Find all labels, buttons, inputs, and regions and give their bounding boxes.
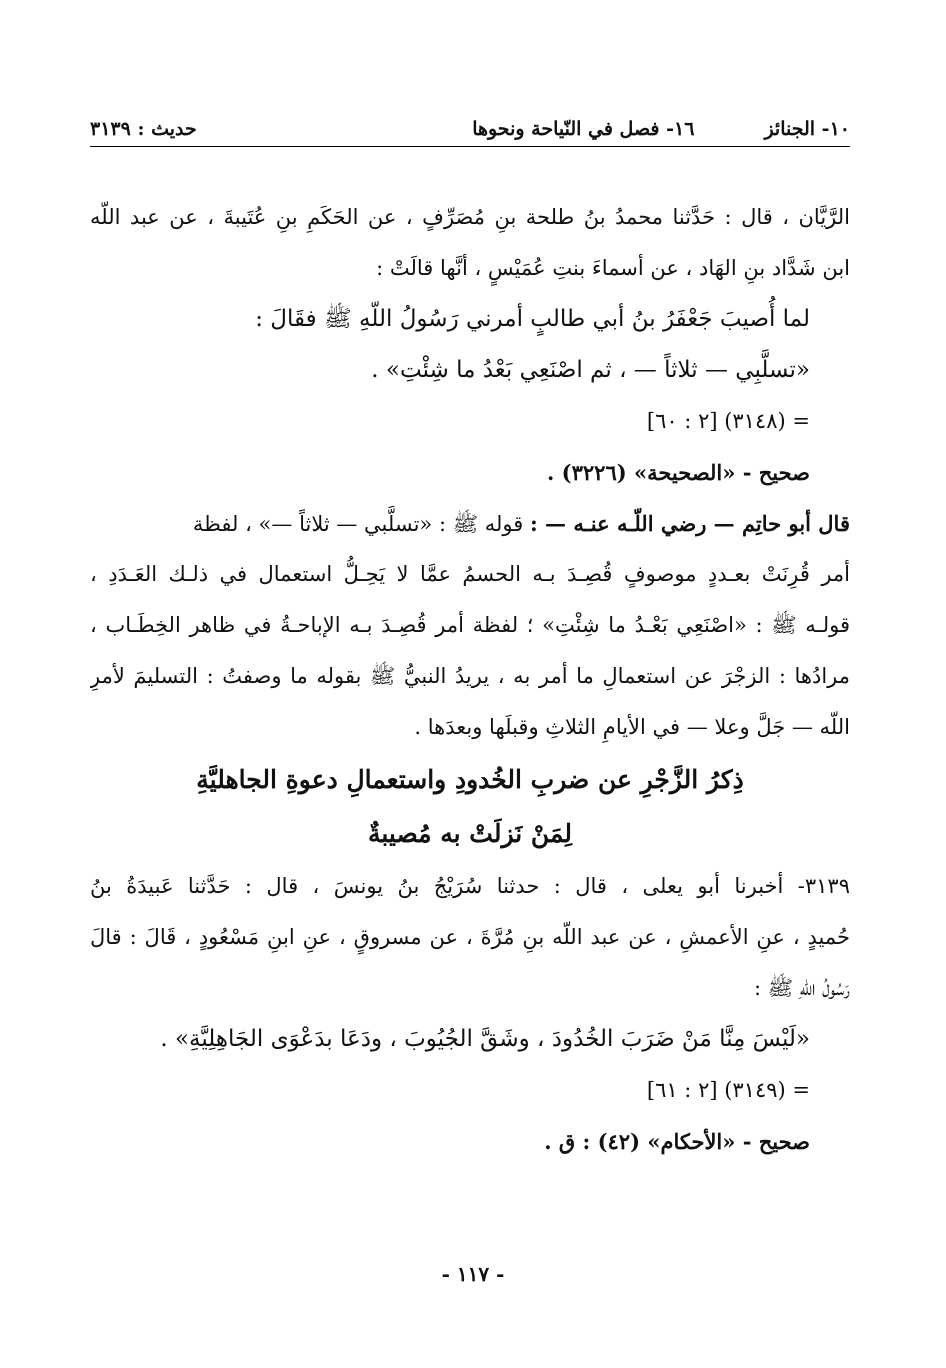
header-divider (90, 146, 850, 147)
cross-reference-1: = (٣١٤٨) [٢ : ٦٠] (646, 409, 810, 433)
grading-2: صحيح - «الأحكام» (٤٢) : ق . (544, 1129, 810, 1154)
header-right-group (472, 118, 850, 140)
commentary-line-1-rest: قوله ﷺ : «تسلَّبي — ثلاثاً —» ، لفظة (192, 512, 524, 536)
commentary-author: قال أبو حاتِم — رضي اللّـه عنـه — : (529, 511, 850, 536)
hadith-chain-line-2: حُميدٍ ، عنِ الأعمشِ ، عن عبد اللّه بنِ مُرَّةَ ، عن مسروقٍ ، عنِ ابنِ مَسْعُودٍ ، قَالَ : قالَ (90, 925, 850, 949)
hadith-text-line-2: «تسلَّبِي — ثلاثاً — ، ثم اصْنَعِي بَعْدُ ما شِئْتِ» . (371, 357, 810, 383)
chapter-heading-line-1: ذِكرُ الزَّجْرِ عن ضربِ الخُدودِ واستعمالِ دعوةِ الجاهليَّةِ (196, 765, 744, 794)
grading-1: صحيح - «الصحيحة» (٣٢٢٦) . (547, 460, 810, 485)
page-body (90, 192, 850, 1167)
commentary-line-2: أمر قُرِنَتْ بعـددٍ موصوفٍ قُصِـدَ بـه الحسمُ عمَّا لا يَحِـلُّ استعمال في ذلـك العَـدَدِ ، (90, 562, 850, 586)
hadith-reference: حديث : ٣١٣٩ (90, 118, 197, 140)
section-title: ١٦- فصل في النّياحة ونحوها (472, 118, 695, 140)
hadith-chain-line-1: ٣١٣٩- أخبرنا أبو يعلى ، قال : حدثنا سُرَيْجُ بنُ يونسَ ، قال : حَدَّثنا عَبيدَةُ بنُ (90, 874, 850, 898)
commentary-line-3: قولـه ﷺ : «اصْنَعِي بَعْـدُ ما شِئْتِ» ؛ لفظة أمر قُصِـدَ بـه الإباحـةُ في ظاهر الخِطَـاب ، (90, 613, 850, 637)
hadith-text-line-1: لما أُصيبَ جَعْفَرُ بنُ أبي طالبٍ أمرني رَسُولُ اللّهِ ﷺ فقَالَ : (255, 306, 810, 332)
text-line-2: ابن شَدَّاد بنِ الهَاد ، عن أسماءَ بنتِ عُمَيْسٍ ، أنَّها قالَتْ : (376, 256, 850, 280)
commentary-line-4: مرادُها : الزجْرَ عن استعمالِ ما أمر به ، يريدُ النبيُّ ﷺ بقوله ما وصفتُ : التسليمَ لأمرِ (90, 664, 850, 688)
page-number: - ١١٧ - (441, 1262, 505, 1286)
commentary-line-5: اللّه — جَلَّ وعلا — في الأيامِ الثلاثِ وقبلَها وبعدَها . (414, 715, 850, 739)
cross-reference-2: = (٣١٤٩) [٢ : ٦١] (646, 1078, 810, 1102)
chapter-heading-line-2: لِمَنْ نَزلَتْ به مُصيبةٌ (367, 819, 573, 848)
page-header (90, 112, 850, 140)
commentary-line-1 (90, 498, 850, 549)
text-line-1: الرَّيَّان ، قال : حَدَّثنا محمدُ بنُ طلحة بنِ مُصَرِّفٍ ، عن الحَكَمِ بنِ عُتَيبةَ ، عن عبد اللّه (90, 205, 850, 229)
chapter-title: ١٠- الجنائز (764, 118, 850, 140)
hadith-text-line-3: «لَيْسَ مِنَّا مَنْ ضَرَبَ الخُدُودَ ، وشَقَّ الجُيُوبَ ، ودَعَا بدَعْوَى الجَاهِلِيَّةِ» . (160, 1026, 810, 1052)
hadith-chain-line-3: رَسُولُ اللّهِ ﷺ : (753, 976, 850, 1000)
